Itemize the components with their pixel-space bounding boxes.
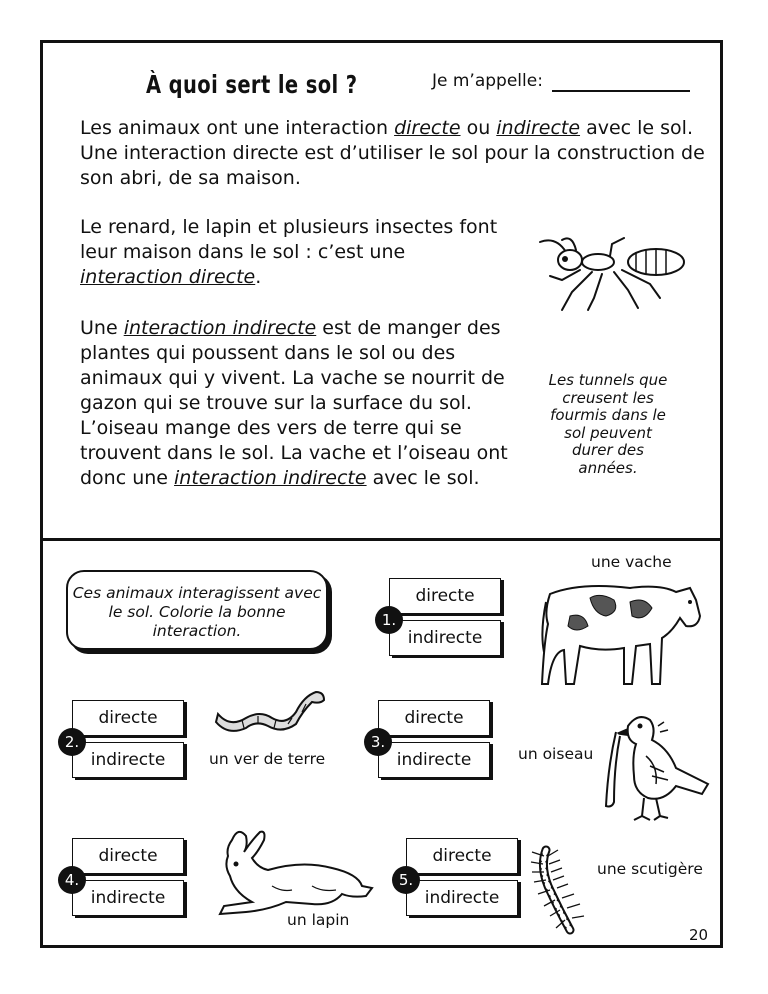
ant-icon <box>532 232 692 312</box>
bird-label: un oiseau <box>518 745 594 763</box>
section-divider <box>40 538 723 541</box>
q5-indirecte-option[interactable]: indirecte <box>406 880 518 916</box>
ant-caption: Les tunnels que creusent les fourmis dans le sol peuvent durer des années. <box>548 371 668 477</box>
page-number: 20 <box>689 926 709 944</box>
q3-directe-option[interactable]: directe <box>378 700 490 736</box>
centipede-label: une scutigère <box>597 860 703 878</box>
q2-indirecte-option[interactable]: indirecte <box>72 742 184 778</box>
q1-directe-option[interactable]: directe <box>389 578 501 614</box>
q4-indirecte-option[interactable]: indirecte <box>72 880 184 916</box>
q4-directe-option[interactable]: directe <box>72 838 184 874</box>
cow-label: une vache <box>591 553 672 571</box>
q3-number: 3. <box>364 728 392 756</box>
question-1 <box>375 576 507 662</box>
name-input-line[interactable] <box>552 90 690 92</box>
instruction-box: Ces animaux interagissent avec le sol. Colorie la bonne interaction. <box>66 570 328 650</box>
q5-directe-option[interactable]: directe <box>406 838 518 874</box>
rabbit-label: un lapin <box>287 911 350 929</box>
cow-icon <box>540 572 705 692</box>
q2-directe-option[interactable]: directe <box>72 700 184 736</box>
q1-number: 1. <box>375 606 403 634</box>
q2-number: 2. <box>58 728 86 756</box>
name-label: Je m’appelle: <box>432 71 543 91</box>
q1-indirecte-option[interactable]: indirecte <box>389 620 501 656</box>
centipede-icon <box>530 846 590 936</box>
question-4 <box>58 836 190 922</box>
question-2 <box>58 698 190 784</box>
bird-icon <box>598 706 713 824</box>
question-5 <box>392 836 524 922</box>
q4-number: 4. <box>58 866 86 894</box>
worm-label: un ver de terre <box>209 750 326 768</box>
intro-paragraph-2: Le renard, le lapin et plusieurs insectes font leur maison dans le sol : c’est une interaction directe. <box>80 216 498 288</box>
intro-paragraph-1: Les animaux ont une interaction directe ou indirecte avec le sol. Une interaction directe est d’utiliser le sol pour la construction de son abri, de sa maison. <box>80 117 705 189</box>
intro-paragraph-3: Une interaction indirecte est de manger des plantes qui poussent dans le sol ou des animaux qui y vivent. La vache se nourrit de gazon qui se trouve sur la surface du sol. L’oiseau mange des vers de terre qui se trouvent dans le sol. La vache et l’oiseau ont donc une interaction indirecte avec le sol. <box>80 317 508 489</box>
page-title: À quoi sert le sol ? <box>146 70 358 99</box>
question-3 <box>364 698 496 784</box>
q5-number: 5. <box>392 866 420 894</box>
q3-indirecte-option[interactable]: indirecte <box>378 742 490 778</box>
rabbit-icon <box>212 826 377 918</box>
worm-icon <box>212 684 327 732</box>
